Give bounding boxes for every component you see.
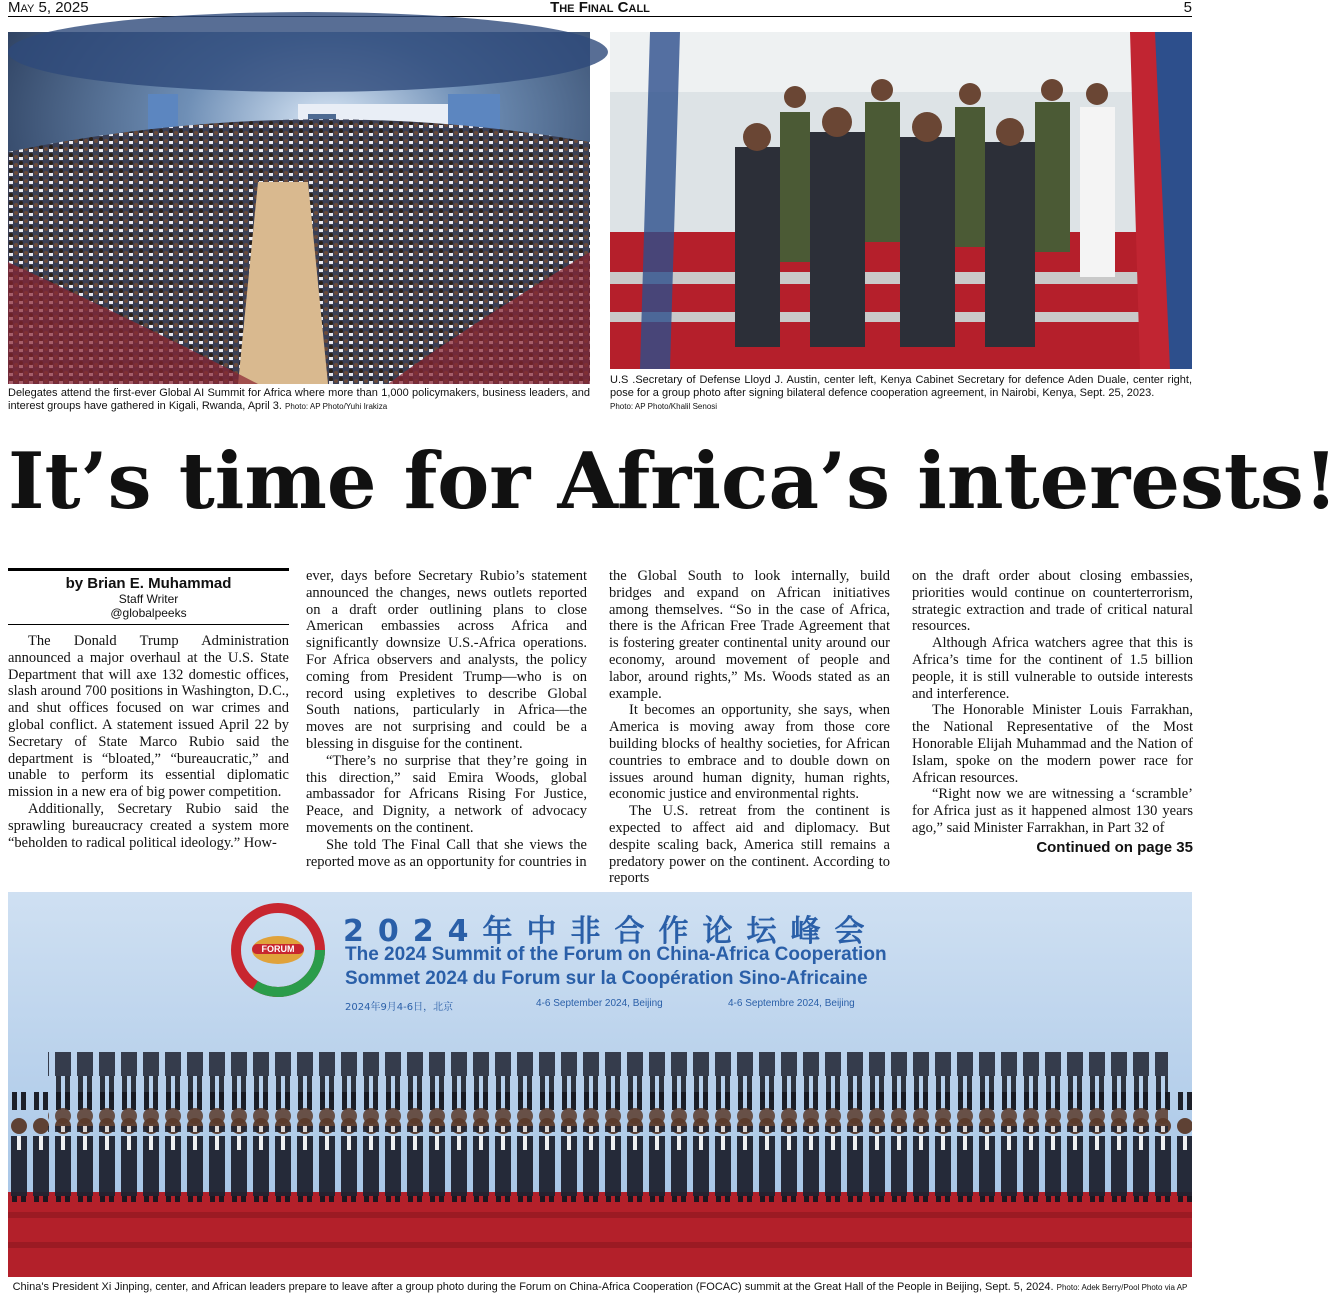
banner-date-french: 4-6 Septembre 2024, Beijing (728, 998, 855, 1009)
author-role: Staff Writer (118, 592, 179, 606)
article-column-4 (912, 568, 1193, 878)
masthead (8, 0, 1192, 17)
paragraph: Additionally, Secretary Rubio said the sprawling bureaucracy created a system more “beholden to radical political ideology.” How- (8, 800, 289, 851)
byline-box (8, 568, 289, 625)
article-column-1 (8, 568, 289, 878)
paragraph: ever, days before Secretary Rubio’s statement announced the changes, news outlets reported on a draft order outlining plans to close American embassies across Africa and significantly downsize U.S.-Africa operations. For Africa observers and analysts, the policy coming from President Trump—who is on record using expletives to describe Global South nations, particularly in Africa—the moves are not surprising and could be a blessing in disguise for the continent. (306, 568, 587, 752)
continued-link[interactable]: Continued on page 35 (1036, 838, 1193, 856)
paragraph: She told The Final Call that she views the reported move as an opportunity for countries in (306, 836, 587, 870)
photo-credit: Photo: AP Photo/Khalil Senosi (610, 402, 718, 411)
paragraph: The Donald Trump Administration announced a major overhaul at the U.S. State Department that will axe 132 domestic offices, slash around 700 positions in Washington, D.C., and shut offices focused on war crimes and global conflict. A statement issued April 22 by Secretary of State Marco Rubio said the department is “bloated,” “bureaucratic,” and unable to perform its essential diplomatic mission in a new era of big power competition. (8, 633, 289, 801)
paragraph: The Honorable Minister Louis Farrakhan, the National Representative of the Most Honorable Elijah Muhammad and the Nation of Islam, spoke on the modern power race for African resources. (912, 702, 1193, 786)
photo-caption-ai-summit: Delegates attend the first-ever Global AI Summit for Africa where more than 1,000 policymakers, business leaders, and interest groups have gathered in Kigali, Rwanda, April 3. Photo: AP Photo/Yuhi Irakiza (8, 387, 590, 412)
publication-name: The Final Call (550, 0, 650, 16)
paragraph: It becomes an opportunity, she says, when America is moving away from those core building blocks of healthy societies, for African countries to embrace and to double down on issues around human dignity, human rights, economic justice and environmental rights. (609, 702, 890, 803)
author-handle: @globalpeeks (110, 606, 187, 620)
paragraph: “Right now we are witnessing a ‘scramble’ for Africa just as it happened almost 130 years ago,” said Minister Farrakhan, in Part 32 of (912, 786, 1193, 836)
paragraph: The U.S. retreat from the continent is expected to affect aid and diplomacy. But despite scaling back, America still remains a predatory power on the continent. According to reports (609, 803, 890, 887)
banner-date-english: 4-6 September 2024, Beijing (536, 998, 663, 1009)
paragraph: Although Africa watchers agree that this is Africa’s time for the continent of 1.5 billion people, it is still vulnerable to outside interests and interference. (912, 635, 1193, 702)
photo-credit: Photo: Adek Berry/Pool Photo via AP (1056, 1283, 1188, 1292)
banner-english-title: The 2024 Summit of the Forum on China-Africa Cooperation (345, 944, 887, 965)
banner-french-title: Sommet 2024 du Forum sur la Coopération Sino-Africaine (345, 968, 868, 989)
photo-caption-focac-summit: China's President Xi Jinping, center, and African leaders prepare to leave after a group photo during the Forum on China-Africa Cooperation (FOCAC) summit at the Great Hall of the People in Beijing, Sept. 5, 2024. Photo: Adek Berry/Pool Photo via AP (12, 1281, 1188, 1293)
banner-chinese-title: 2024年中非合作论坛峰会 (343, 914, 879, 949)
article-column-2 (306, 568, 587, 878)
paragraph: “There’s no surprise that they’re going in this direction,” said Emira Woods, global ambassador for Africans Rising For Justice, Peace, and Dignity, a network of advocacy movements on the continent. (306, 752, 587, 836)
photo-caption-defence-agreement: U.S .Secretary of Defense Lloyd J. Austin, center left, Kenya Cabinet Secretary for defence Aden Duale, center right, pose for a group photo after signing bilateral defence cooperation agreement, in Nairobi, Kenya, Sept. 25, 2023. Photo: AP Photo/Khalil Senosi (610, 374, 1192, 411)
photo-defence-agreement (610, 32, 1192, 369)
headline: It’s time for Africa’s interests! (8, 436, 1338, 527)
paragraph: the Global South to look internally, build bridges and expand on African initiatives among themselves. “So in the case of Africa, there is the African Free Trade Agreement that is fostering greater continental unity around our economy, around movement of people and labor, around rights,” Ms. Woods stated as an example. (609, 568, 890, 702)
byline: by Brian E. Muhammad (65, 575, 232, 592)
article-column-3 (609, 568, 890, 887)
focac-logo: FORUM (252, 944, 304, 954)
issue-date: May 5, 2025 (8, 0, 89, 16)
photo-credit: Photo: AP Photo/Yuhi Irakiza (285, 402, 388, 411)
photo-focac-summit (8, 892, 1192, 1277)
paragraph: on the draft order about closing embassies, priorities would continue on counterterrorism, strategic extraction and trade of critical natural resources. (912, 568, 1193, 635)
page-number: 5 (1183, 0, 1192, 16)
photo-ai-summit (8, 32, 590, 384)
banner-date-chinese: 2024年9月4-6日，北京 (345, 1002, 454, 1013)
